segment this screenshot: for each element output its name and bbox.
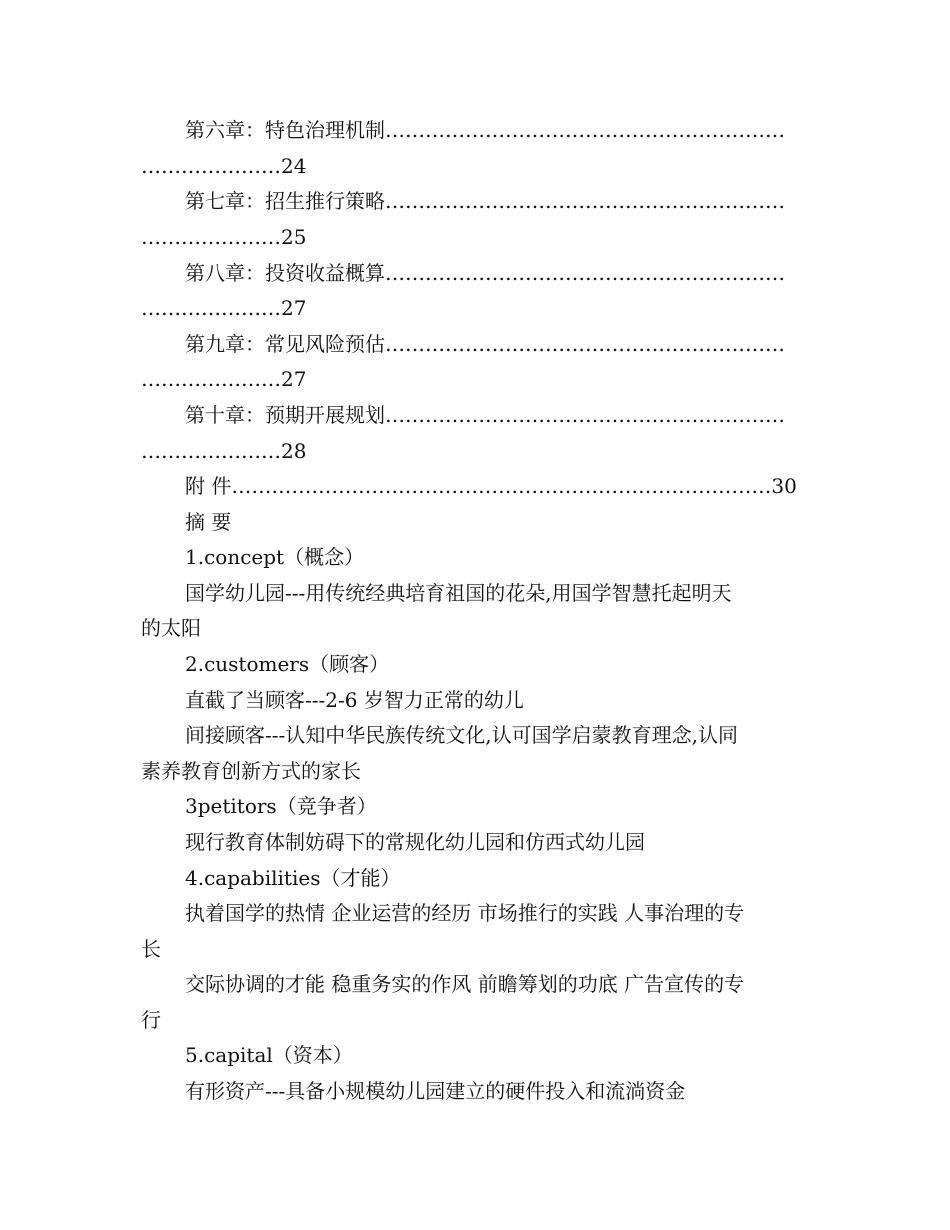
paragraph-line: 现行教育体制妨碍下的常规化幼儿园和仿西式幼儿园 bbox=[185, 830, 645, 854]
paragraph-line: 执着国学的热情 企业运营的经历 市场推行的实践 人事治理的专 bbox=[185, 901, 745, 925]
toc-entry-chapter-7: 第七章：招生推行策略…………………………………………………… bbox=[185, 189, 785, 213]
paragraph-line: 素养教育创新方式的家长 bbox=[141, 759, 361, 783]
paragraph-line: 3petitors（竞争者） bbox=[185, 794, 377, 818]
toc-entry-chapter-7-page: …………………25 bbox=[141, 225, 307, 249]
paragraph-line: 长 bbox=[141, 937, 161, 961]
paragraph-line: 有形资产---具备小规模幼儿园建立的硬件投入和流淌资金 bbox=[185, 1079, 686, 1103]
paragraph-line: 间接顾客---认知中华民族传统文化,认可国学启蒙教育理念,认同 bbox=[185, 723, 738, 747]
paragraph-line: 行 bbox=[141, 1008, 161, 1032]
toc-entry-chapter-10-page: …………………28 bbox=[141, 439, 307, 463]
toc-entry-chapter-9-page: …………………27 bbox=[141, 367, 307, 391]
paragraph-line: 2.customers（顾客） bbox=[185, 652, 390, 676]
paragraph-line: 国学幼儿园---用传统经典培育祖国的花朵,用国学智慧托起明天 bbox=[185, 581, 732, 605]
toc-entry-appendix: 附 件………………………………………………………………………30 bbox=[185, 474, 797, 498]
toc-entry-chapter-6-page: …………………24 bbox=[141, 154, 307, 178]
toc-entry-chapter-8: 第八章：投资收益概算…………………………………………………… bbox=[185, 261, 785, 285]
toc-entry-chapter-8-page: …………………27 bbox=[141, 296, 307, 320]
paragraph-line: 直截了当顾客---2-6 岁智力正常的幼儿 bbox=[185, 688, 524, 712]
paragraph-line: 1.concept（概念） bbox=[185, 545, 365, 569]
toc-entry-chapter-9: 第九章：常见风险预估…………………………………………………… bbox=[185, 332, 785, 356]
paragraph-line: 的太阳 bbox=[141, 616, 201, 640]
paragraph-line: 4.capabilities（才能） bbox=[185, 866, 401, 890]
paragraph-line: 5.capital（资本） bbox=[185, 1043, 353, 1067]
paragraph-line: 交际协调的才能 稳重务实的作风 前瞻筹划的功底 广告宣传的专 bbox=[185, 972, 745, 996]
toc-entry-chapter-10: 第十章：预期开展规划…………………………………………………… bbox=[185, 403, 785, 427]
toc-entry-chapter-6: 第六章：特色治理机制…………………………………………………… bbox=[185, 118, 785, 142]
abstract-heading: 摘 要 bbox=[185, 510, 232, 534]
